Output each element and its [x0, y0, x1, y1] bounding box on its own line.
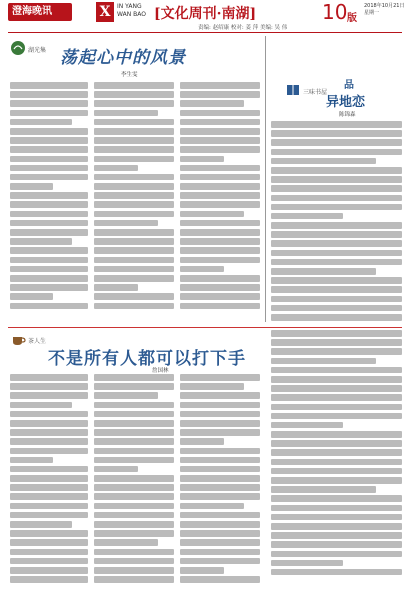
- issue-date: [364, 3, 410, 17]
- page-number: 10: [322, 0, 348, 24]
- pinyin-line-1: IN YANG: [117, 3, 142, 10]
- staff-credits: 责编: 赵绍康 校对: 姜 萍 美编: 吴 伟: [198, 25, 288, 31]
- pinyin-line-2: WAN BAO: [117, 11, 146, 18]
- right-article-body: [271, 121, 402, 321]
- left-article-col-1: [10, 82, 88, 320]
- right-article-title: 异地恋: [326, 95, 366, 110]
- column-divider: [265, 36, 266, 322]
- logo-pinyin: [117, 3, 146, 19]
- right-article-author: 陈锦森: [339, 112, 356, 118]
- right-lower-body: [271, 330, 402, 589]
- date-line-1: 2018年10月21日: [364, 3, 405, 9]
- header-rule: [8, 32, 402, 33]
- left-column-label: 湖光集: [28, 47, 47, 54]
- bottom-article-col-2: [94, 374, 174, 589]
- left-article-col-2: [94, 82, 174, 320]
- right-article-title-top: 品: [344, 80, 354, 91]
- page-suffix: 版: [347, 13, 357, 24]
- tea-cup-icon: [10, 331, 26, 347]
- right-column-label: 三味书屋: [303, 89, 328, 96]
- left-article-col-3: [180, 82, 260, 320]
- bottom-article-title: 不是所有人都可以打下手: [48, 349, 246, 369]
- section-rule: [8, 327, 402, 328]
- lake-leaf-icon: [10, 40, 26, 56]
- left-article-author: 李生雯: [121, 72, 138, 78]
- bottom-article-col-1: [10, 374, 88, 589]
- bottom-article-author: 詹国林: [152, 368, 169, 374]
- newspaper-logo: 澄海晚讯: [8, 3, 72, 21]
- bottom-article-col-3: [180, 374, 260, 589]
- date-line-2: 星期一: [364, 10, 380, 16]
- logo-x-mark: X: [96, 2, 114, 22]
- book-icon: [285, 82, 301, 98]
- left-article-title: 荡起心中的风景: [60, 48, 186, 68]
- bottom-column-label: 茶人生: [28, 338, 47, 345]
- section-title: [文化周刊·南湖]: [154, 6, 257, 22]
